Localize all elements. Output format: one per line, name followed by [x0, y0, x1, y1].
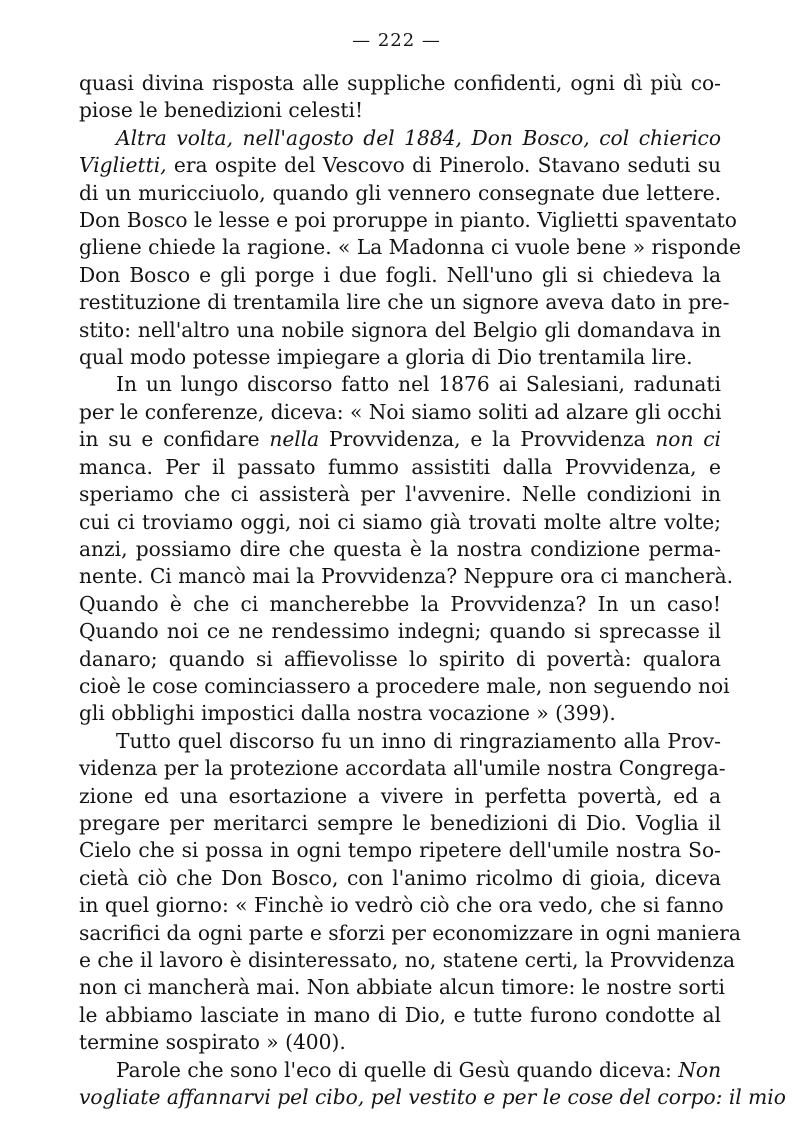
text-segment: quasi divina risposta alle suppliche confidenti, ogni dì più co-: [79, 71, 721, 95]
text-segment: Parole che sono l'eco di quelle di Gesù quando diceva:: [116, 1057, 679, 1082]
text-segment: cietà ciò che Don Bosco, con l'animo ricolmo di gioia, diceva: [79, 865, 721, 890]
text-line: [79, 426, 721, 453]
text-segment: piose le benedizioni celesti!: [79, 98, 364, 123]
text-segment: gli obblighi impostici dalla nostra vocazione » (399).: [79, 701, 616, 726]
italic-text: Altra volta, nell'agosto del 1884, Don Bosco, col chierico: [116, 125, 721, 150]
text-line: [79, 755, 726, 782]
text-line: [79, 509, 721, 536]
text-line: [79, 454, 721, 481]
text-line: [79, 207, 737, 234]
text-segment: in quel giorno: « Finchè io vedrò ciò che ora vedo, che si fanno: [79, 893, 724, 918]
text-line: [79, 974, 725, 1001]
text-line: [79, 618, 721, 645]
text-line: [79, 344, 721, 371]
text-segment: Don Bosco le lesse e poi proruppe in pianto. Viglietti spaventato: [79, 208, 737, 233]
text-line: [79, 920, 741, 947]
text-line: [79, 234, 741, 261]
text-segment: qual modo potesse impiegare a gloria di Dio trentamila lire.: [79, 345, 693, 370]
text-segment: Cielo che si possa in ogni tempo ripetere dell'umile nostra So-: [79, 838, 721, 863]
text-segment: Quando è che ci mancherebbe la Provvidenza? In un caso!: [79, 591, 721, 616]
italic-text: Viglietti,: [79, 153, 174, 178]
italic-text: Non: [678, 1057, 722, 1082]
text-line: [79, 371, 721, 398]
text-segment: danaro; quando si affievolisse lo spirito di povertà: qualora: [79, 646, 721, 671]
text-segment: stito: nell'altro una nobile signora del Belgio gli domandava in: [79, 317, 721, 342]
text-segment: restituzione di trentamila lire che un signore aveva dato in pre-: [79, 290, 730, 315]
text-line: [79, 317, 721, 344]
text-line: [79, 728, 721, 755]
text-segment: Quando noi ce ne rendessimo indegni; quando si sprecasse il: [79, 619, 721, 644]
text-segment: zione ed una esortazione a vivere in perfetta povertà, ed a: [79, 783, 721, 808]
text-segment: Provvidenza, e la Provvidenza: [319, 427, 656, 452]
text-line: [79, 591, 721, 618]
text-segment: Tutto quel discorso fu un inno di ringraziamento alla Prov-: [116, 728, 721, 753]
text-line: [79, 1057, 721, 1084]
italic-text: non ci: [655, 427, 721, 452]
text-line: [79, 673, 730, 700]
text-segment: cioè le cose cominciassero a procedere male, non seguendo noi: [79, 673, 730, 698]
text-line: [79, 865, 721, 892]
text-segment: le abbiamo lasciate in mano di Dio, e tutte furono condotte al: [79, 1002, 721, 1027]
text-segment: in su e confidare: [79, 427, 270, 452]
text-line: [79, 1029, 721, 1056]
text-line: [79, 536, 721, 563]
text-line: [79, 180, 721, 207]
text-segment: nente. Ci mancò mai la Provvidenza? Neppure ora ci mancherà.: [79, 564, 734, 589]
text-line: [79, 810, 721, 837]
text-segment: per le conferenze, diceva: « Noi siamo soliti ad alzare gli occhi: [79, 399, 722, 424]
text-line: [79, 700, 721, 727]
text-segment: di un muricciuolo, quando gli vennero consegnate due lettere.: [79, 180, 721, 205]
text-segment: e che il lavoro è disinteressato, no, statene certi, la Provvidenza: [79, 948, 736, 972]
italic-text: vogliate affannarvi pel cibo, pel vestito e per le cose del corpo: il mio: [79, 1085, 786, 1110]
text-segment: videnza per la protezione accordata all'umile nostra Congrega-: [79, 756, 726, 781]
text-line: [79, 262, 721, 289]
text-line: [79, 399, 721, 426]
text-line: [79, 837, 721, 864]
text-line: [79, 1002, 721, 1029]
text-line: [79, 152, 721, 179]
text-line: [79, 289, 730, 316]
text-segment: In un lungo discorso fatto nel 1876 ai Salesiani, radunati: [116, 372, 721, 397]
text-line: [79, 563, 734, 590]
text-segment: gliene chiede la ragione. « La Madonna ci vuole bene » risponde: [79, 235, 741, 260]
text-line: [79, 1084, 786, 1111]
text-segment: Don Bosco e gli porge i due fogli. Nell'uno gli si chiedeva la: [79, 262, 721, 287]
text-line: [79, 646, 721, 673]
page-number: — 222 —: [352, 30, 441, 51]
italic-text: nella: [269, 427, 320, 452]
text-line: [79, 70, 721, 97]
text-line: [79, 481, 721, 508]
text-segment: pregare per meritarci sempre le benedizioni di Dio. Voglia il: [79, 810, 721, 835]
text-line: [79, 97, 721, 124]
text-segment: termine sospirato » (400).: [79, 1030, 346, 1055]
text-line: [79, 892, 724, 919]
body-text: [79, 70, 786, 1111]
text-line: [79, 947, 736, 974]
text-segment: anzi, possiamo dire che questa è la nostra condizione perma-: [79, 536, 721, 561]
text-segment: manca. Per il passato fummo assistiti dalla Provvidenza, e: [79, 454, 721, 479]
text-line: [79, 783, 721, 810]
text-segment: speriamo che ci assisterà per l'avvenire. Nelle condizioni in: [79, 482, 721, 507]
text-segment: sacrifici da ogni parte e sforzi per economizzare in ogni maniera: [79, 920, 741, 945]
text-line: [79, 125, 721, 152]
text-segment: era ospite del Vescovo di Pinerolo. Stavano seduti su: [173, 153, 721, 178]
text-segment: non ci mancherà mai. Non abbiate alcun timore: le nostre sorti: [79, 975, 725, 1000]
text-segment: cui ci troviamo oggi, noi ci siamo già trovati molte altre volte;: [79, 509, 721, 534]
